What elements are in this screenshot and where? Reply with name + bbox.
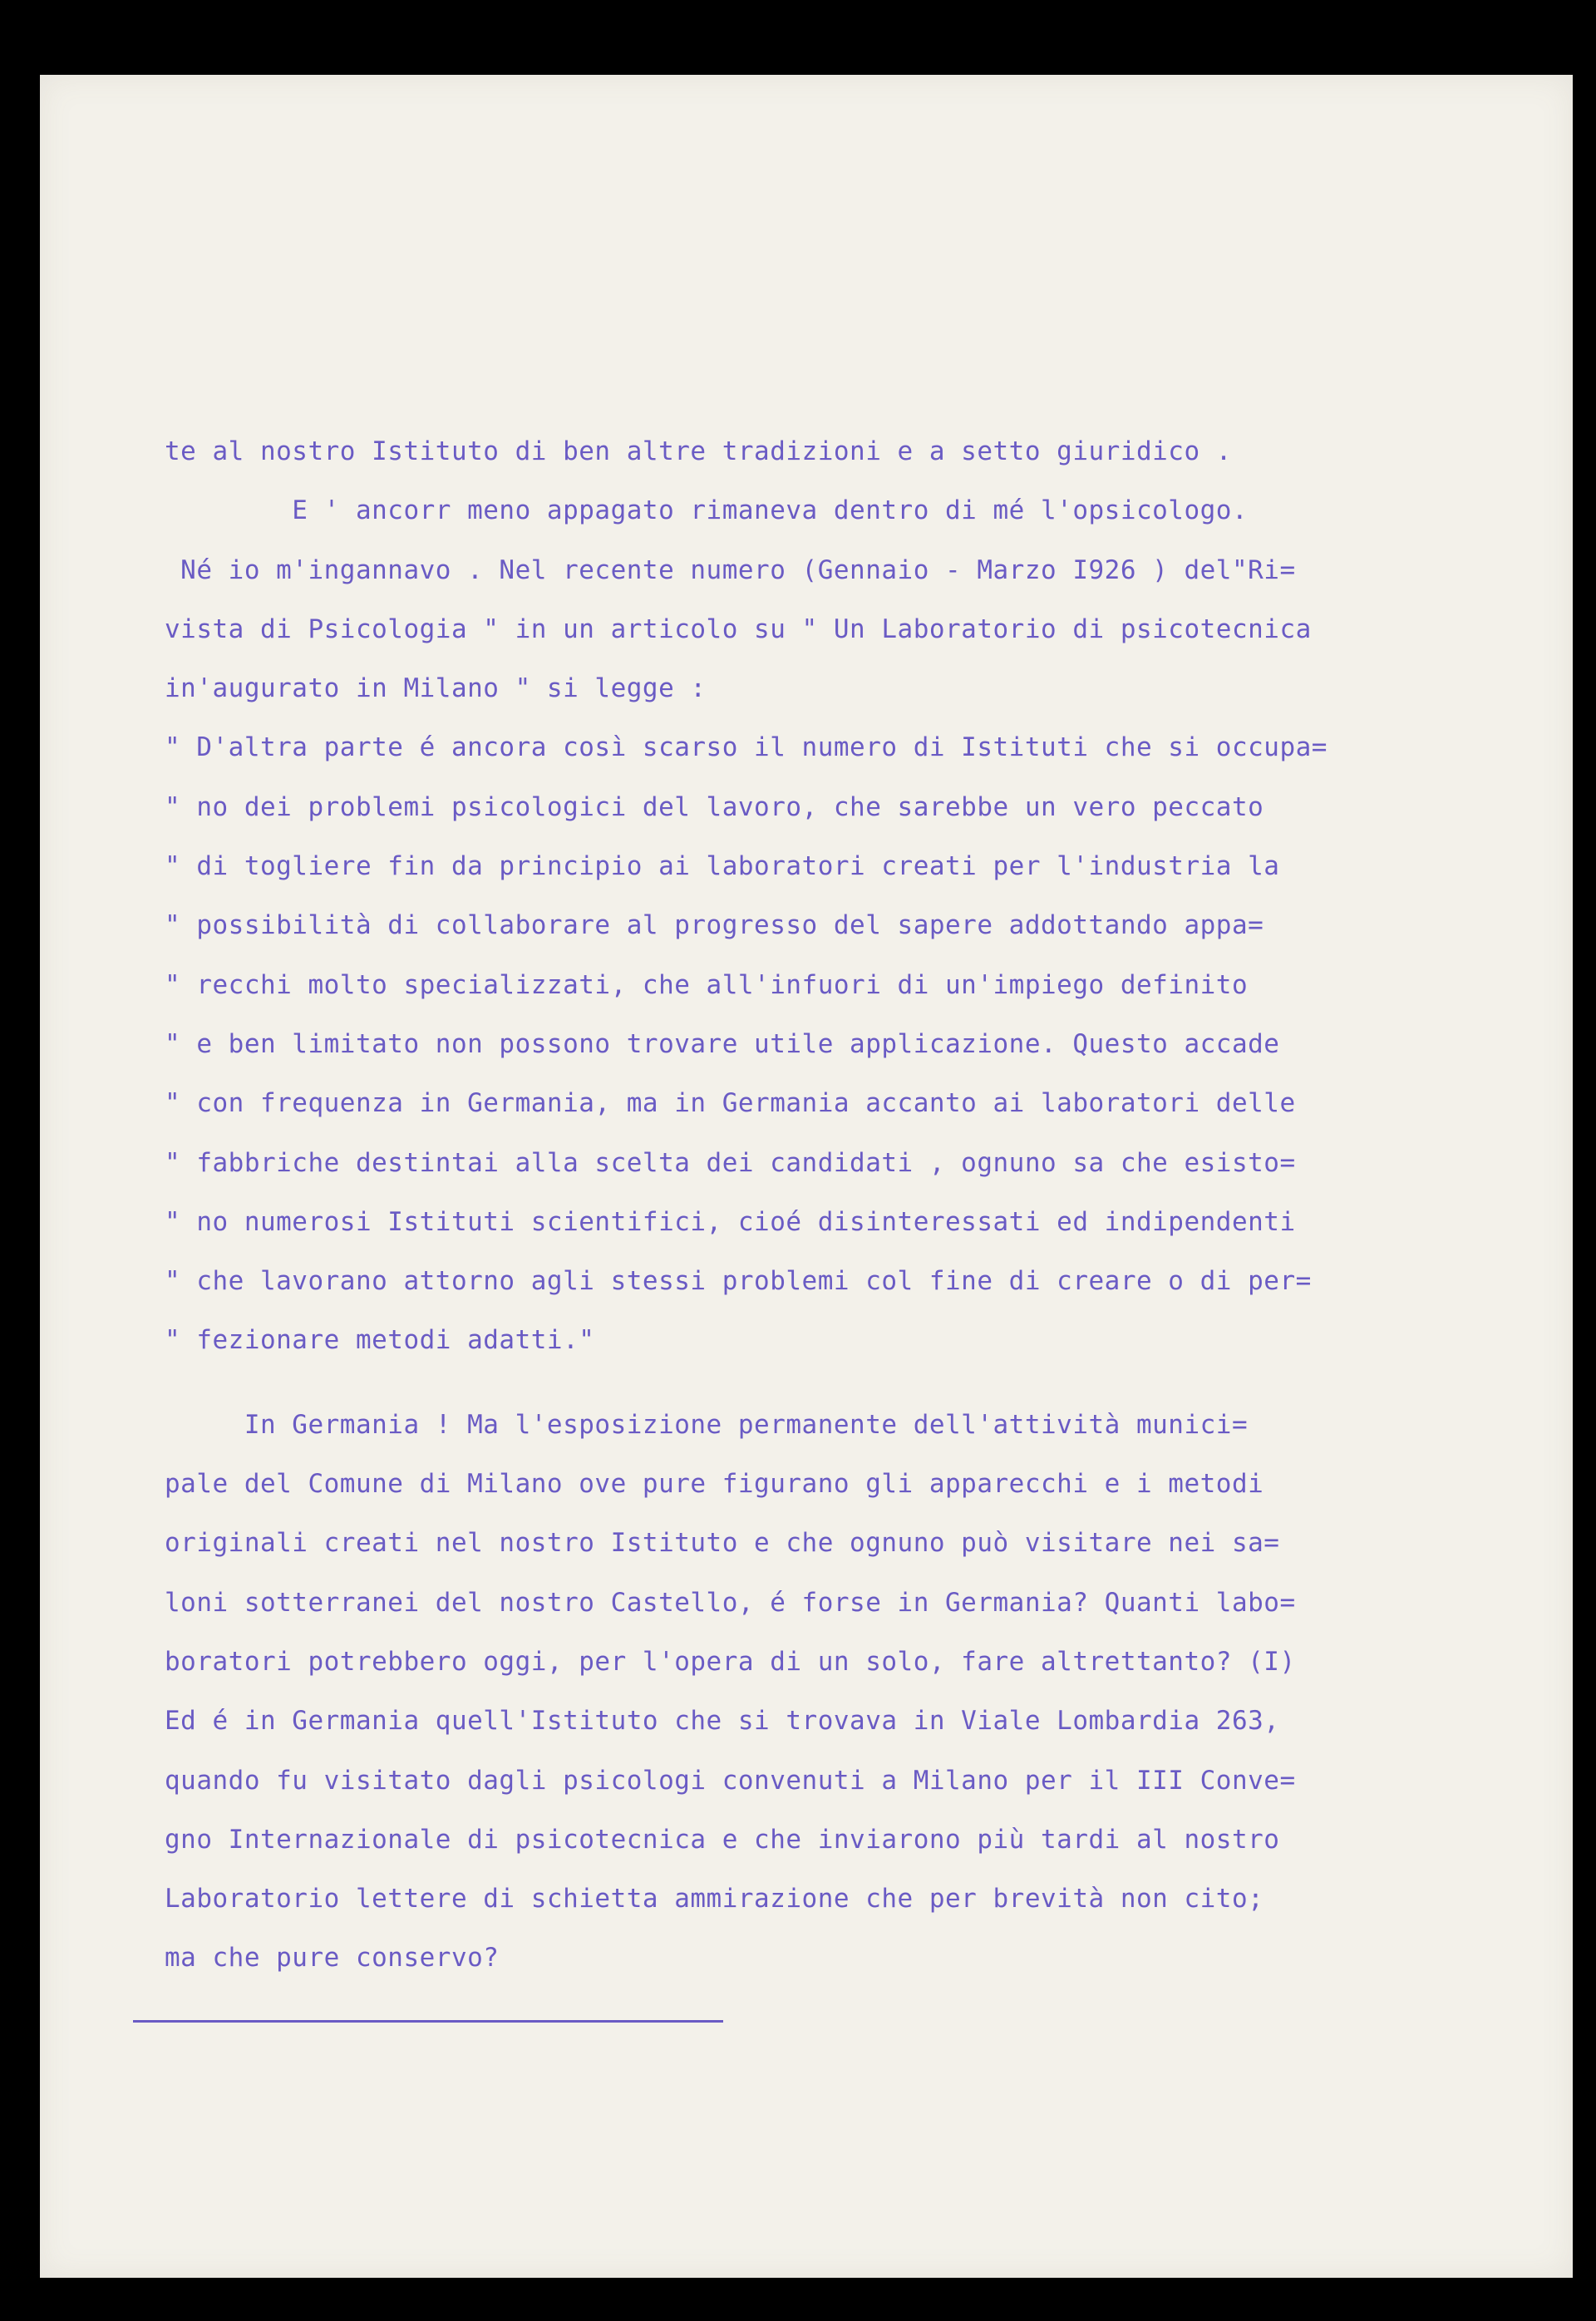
text-line: In Germania ! Ma l'esposizione permanente dell'attività munici= [165, 1409, 1249, 1440]
quote-line: " no numerosi Istituti scientifici, cioé disinteressati ed indipendenti [165, 1206, 1296, 1237]
quote-line: " recchi molto specializzati, che all'infuori di un'impiego definito [165, 969, 1249, 1000]
quote-line: " fabbriche destintai alla scelta dei candidati , ognuno sa che esisto= [165, 1147, 1296, 1178]
text-line: E ' ancorr meno appagato rimaneva dentro di mé l'opsicologo. [165, 495, 1249, 526]
quote-line: " fezionare metodi adatti." [165, 1325, 595, 1356]
text-line: originali creati nel nostro Istituto e che ognuno può visitare nei sa= [165, 1528, 1280, 1559]
text-line: pale del Comune di Milano ove pure figurano gli apparecchi e i metodi [165, 1469, 1264, 1500]
quote-line: " no dei problemi psicologici del lavoro, che sarebbe un vero peccato [165, 791, 1264, 822]
text-line: Né io m'ingannavo . Nel recente numero (Gennaio - Marzo I926 ) del"Ri= [165, 554, 1296, 585]
quote-line: " D'altra parte é ancora così scarso il numero di Istituti che si occupa= [165, 732, 1328, 763]
quote-line: " di togliere fin da principio ai laboratori creati per l'industria la [165, 851, 1280, 882]
footnote-rule [133, 2020, 723, 2023]
text-line: Ed é in Germania quell'Istituto che si trovava in Viale Lombardia 263, [165, 1706, 1280, 1737]
quote-line: " e ben limitato non possono trovare utile applicazione. Questo accade [165, 1028, 1280, 1059]
text-line: Laboratorio lettere di schietta ammirazione che per brevità non cito; [165, 1884, 1264, 1914]
quote-line: " che lavorano attorno agli stessi problemi col fine di creare o di per= [165, 1266, 1312, 1297]
text-line: gno Internazionale di psicotecnica e che inviarono più tardi al nostro [165, 1824, 1280, 1855]
text-line: quando fu visitato dagli psicologi convenuti a Milano per il III Conve= [165, 1765, 1296, 1796]
typed-text [165, 422, 1536, 1988]
text-line: vista di Psicologia " in un articolo su " Un Laboratorio di psicotecnica [165, 614, 1312, 644]
text-line: boratori potrebbero oggi, per l'opera di un solo, fare altrettanto? (I) [165, 1646, 1296, 1677]
text-line: te al nostro Istituto di ben altre tradizioni e a setto giuridico . [165, 436, 1232, 466]
text-line: in'augurato in Milano " si legge : [165, 673, 707, 704]
quote-line: " con frequenza in Germania, ma in Germania accanto ai laboratori delle [165, 1088, 1296, 1119]
text-line: loni sotterranei del nostro Castello, é forse in Germania? Quanti labo= [165, 1587, 1296, 1618]
typewritten-page [40, 75, 1573, 2278]
text-line: ma che pure conservo? [165, 1943, 500, 1974]
paragraph-gap [165, 1371, 1536, 1396]
quote-line: " possibilità di collaborare al progresso del sapere addottando appa= [165, 910, 1264, 941]
